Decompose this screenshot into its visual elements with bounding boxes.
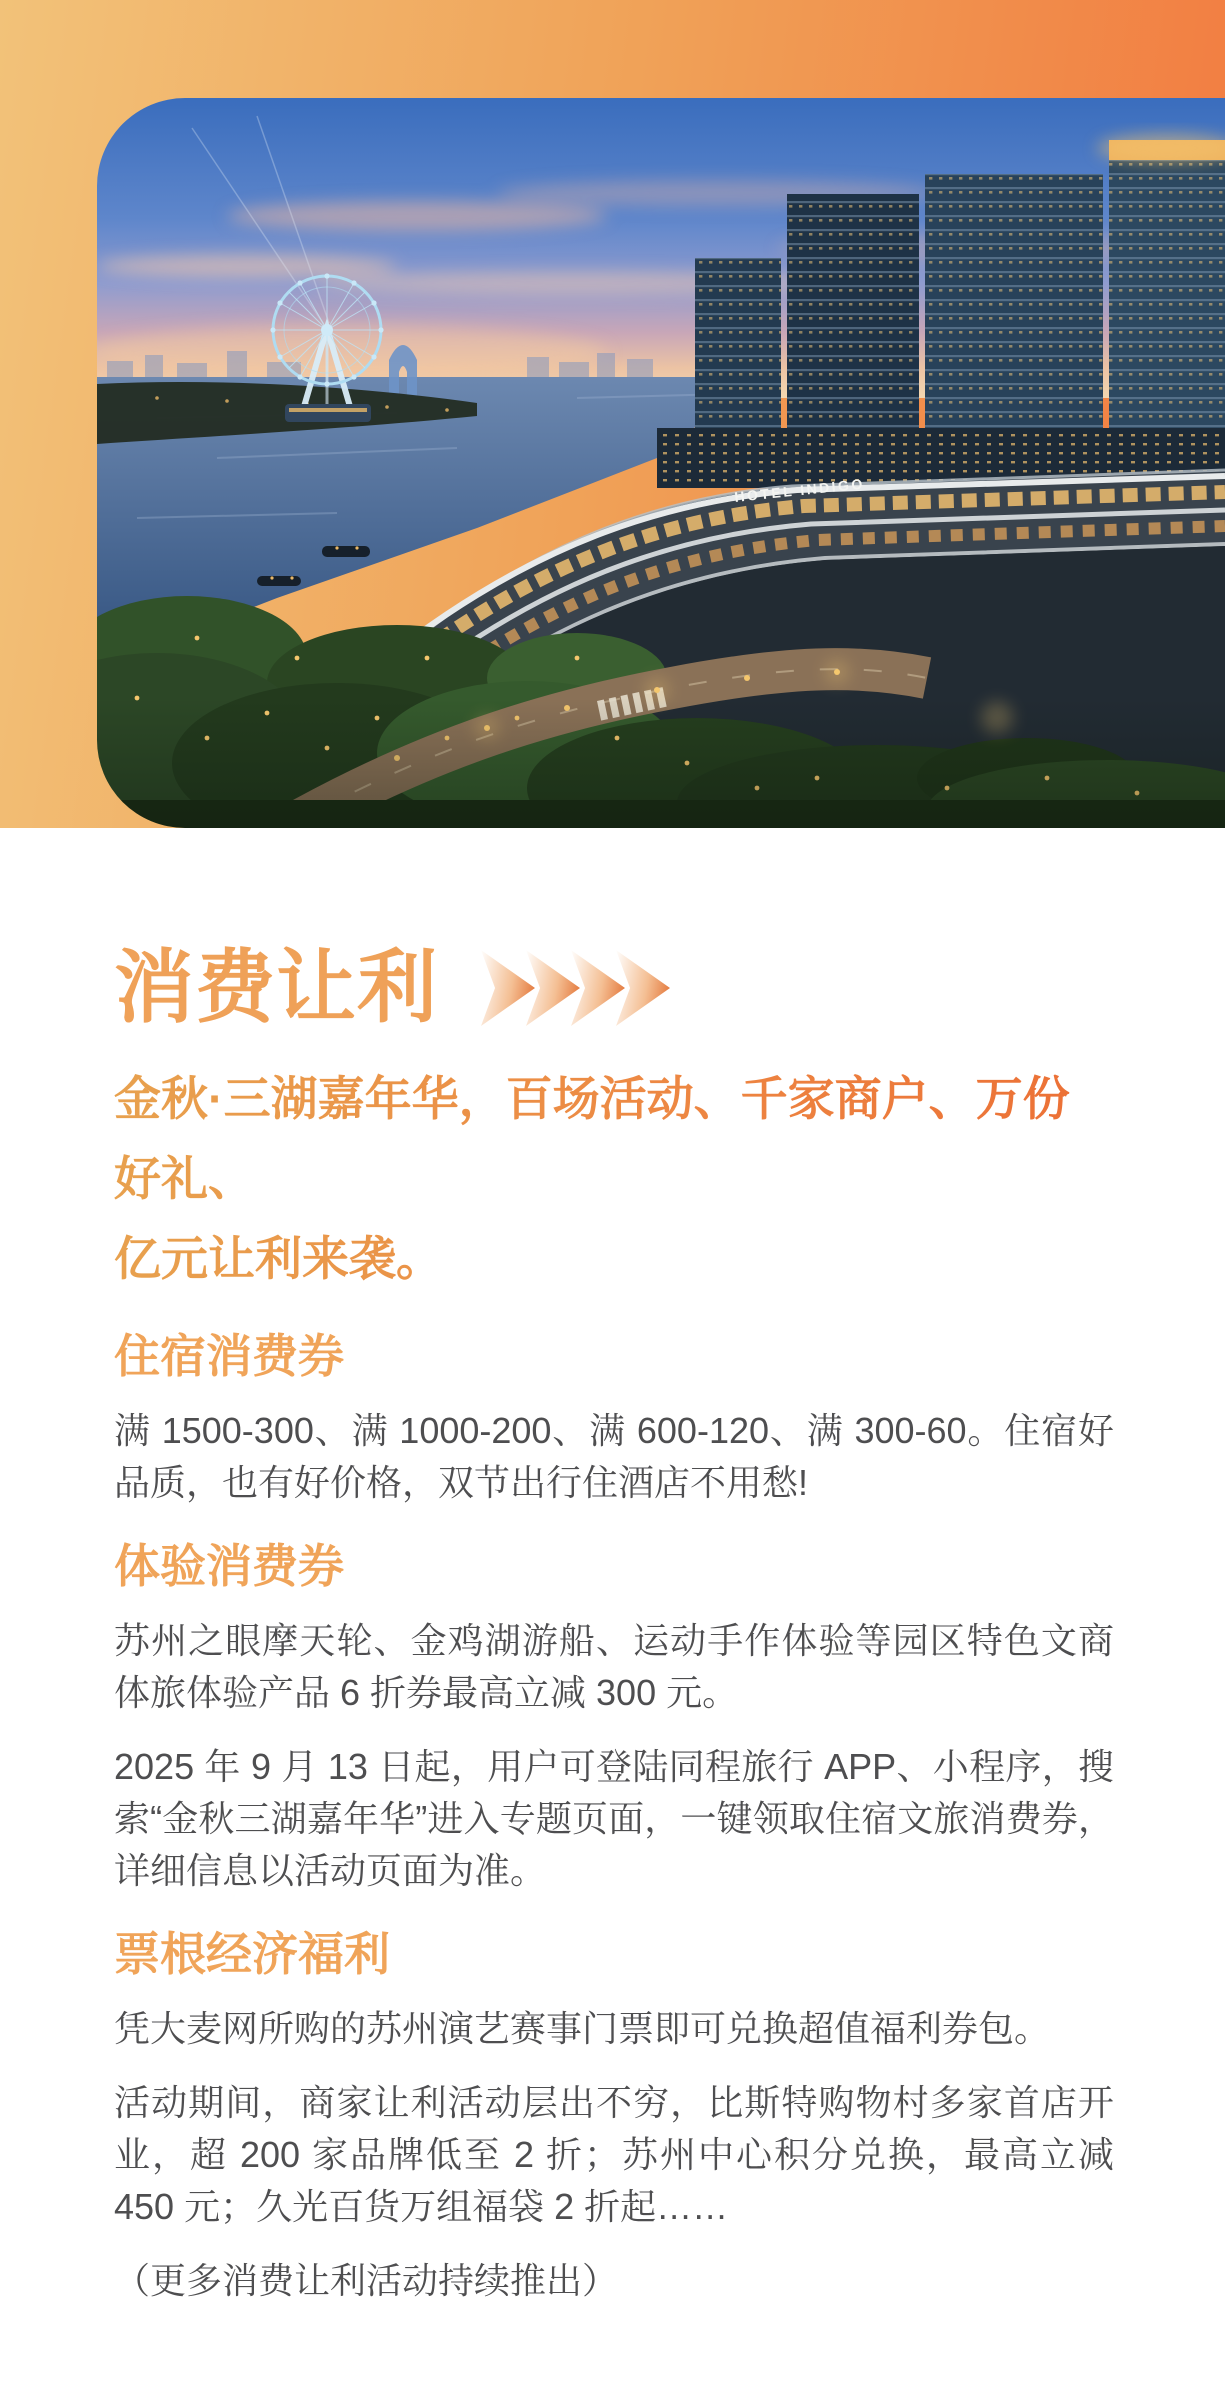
chevron-right-icon [481, 950, 535, 1026]
section-heading-experience: 体验消费券 [114, 1540, 344, 1592]
title-arrows [490, 950, 670, 1026]
paragraph: 2025 年 9 月 13 日起，用户可登陆同程旅行 APP、小程序，搜索“金秋三湖嘉年华”进入专题页面，一键领取住宿文旅消费券，详细信息以活动页面为准。 [114, 1746, 1114, 1891]
article-content [114, 945, 1114, 2307]
hero-photo-card [97, 98, 1225, 828]
paragraph: 苏州之眼摩天轮、金鸡湖游船、运动手作体验等园区特色文商体旅体验产品 6 折券最高立减 300 元。 [114, 1620, 1114, 1713]
paragraph: 活动期间，商家让利活动层出不穷，比斯特购物村多家首店开业，超 200 家品牌低至 2 折；苏州中心积分兑换，最高立减 450 元；久光百货万组福袋 2 折起…… [114, 2082, 1114, 2227]
subtitle [114, 1059, 1114, 1299]
hero-photo [97, 98, 1225, 828]
section-heading-ticket-stub: 票根经济福利 [114, 1928, 390, 1980]
page-title: 消费让利 [114, 943, 438, 1032]
subtitle-line: 金秋·三湖嘉年华，百场活动、千家商户、万份好礼、 [114, 1072, 1070, 1205]
subtitle-line: 亿元让利来袭。 [114, 1232, 443, 1285]
note-text: （更多消费让利活动持续推出） [114, 2260, 619, 2301]
paragraph: 凭大麦网所购的苏州演艺赛事门票即可兑换超值福利券包。 [114, 2008, 1051, 2049]
vignette [97, 698, 1225, 828]
paragraph: 满 1500-300、满 1000-200、满 600-120、满 300-60。住宿好品质，也有好价格，双节出行住酒店不用愁! [114, 1410, 1114, 1503]
title-row [114, 945, 1114, 1031]
section-heading-lodging: 住宿消费券 [114, 1330, 344, 1382]
hotel-indigo-sign: HOTEL INDIGO [733, 475, 866, 505]
